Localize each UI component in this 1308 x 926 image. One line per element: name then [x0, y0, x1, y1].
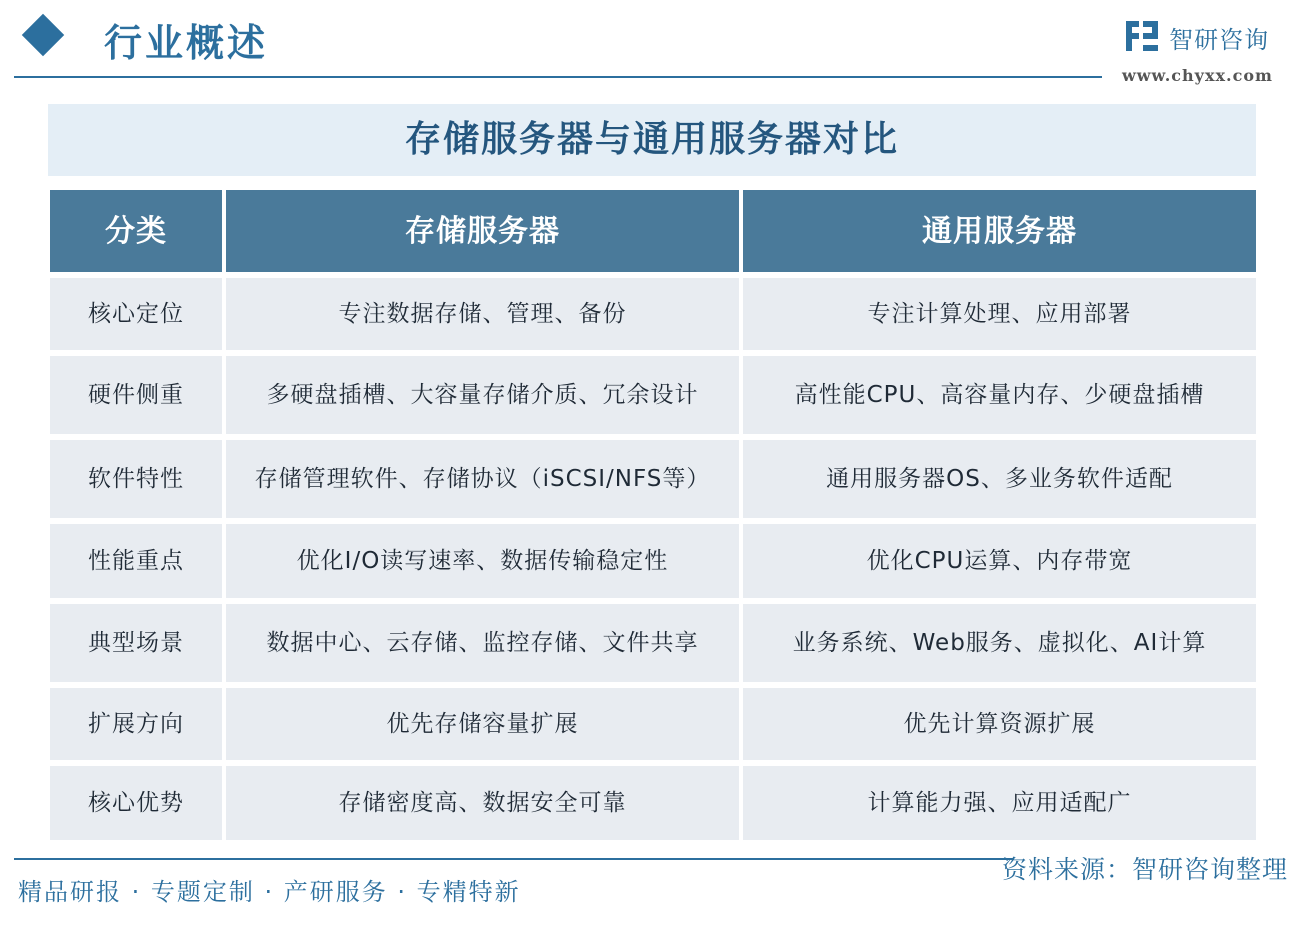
table-row — [50, 688, 1256, 760]
table-row — [50, 524, 1256, 598]
brand-logo-icon — [1126, 21, 1158, 55]
storage-server-cell: 专注数据存储、管理、备份 — [226, 278, 739, 350]
row-label: 性能重点 — [50, 524, 222, 598]
table-row — [50, 356, 1256, 434]
row-label: 硬件侧重 — [50, 356, 222, 434]
general-server-cell: 计算能力强、应用适配广 — [743, 766, 1256, 840]
row-label: 典型场景 — [50, 604, 222, 682]
row-label: 核心优势 — [50, 766, 222, 840]
general-server-cell: 通用服务器OS、多业务软件适配 — [743, 440, 1256, 518]
brand — [1126, 20, 1296, 55]
storage-server-cell: 数据中心、云存储、监控存储、文件共享 — [226, 604, 739, 682]
storage-server-cell: 存储密度高、数据安全可靠 — [226, 766, 739, 840]
table-title: 存储服务器与通用服务器对比 — [404, 119, 899, 160]
column-header-general-server: 通用服务器 — [743, 190, 1256, 272]
general-server-cell: 业务系统、Web服务、虚拟化、AI计算 — [743, 604, 1256, 682]
storage-server-cell: 存储管理软件、存储协议（iSCSI/NFS等） — [226, 440, 739, 518]
header-divider — [14, 76, 1102, 78]
row-label: 扩展方向 — [50, 688, 222, 760]
general-server-cell: 优化CPU运算、内存带宽 — [743, 524, 1256, 598]
table-title-band — [48, 104, 1256, 176]
brand-name: 智研咨询 — [1169, 26, 1270, 54]
table-row — [50, 766, 1256, 840]
data-source: 资料来源：智研咨询整理 — [1001, 855, 1288, 884]
footer-slogan: 精品研报 · 专题定制 · 产研服务 · 专精特新 — [18, 878, 521, 906]
row-label: 核心定位 — [50, 278, 222, 350]
footer-divider — [14, 858, 1014, 860]
row-label: 软件特性 — [50, 440, 222, 518]
section-title: 行业概述 — [104, 21, 269, 65]
table-header-row — [50, 190, 1256, 272]
comparison-table — [50, 190, 1256, 846]
table-row — [50, 278, 1256, 350]
table-row — [50, 440, 1256, 518]
column-header-storage-server: 存储服务器 — [226, 190, 739, 272]
storage-server-cell: 优化I/O读写速率、数据传输稳定性 — [226, 524, 739, 598]
brand-url: www.chyxx.com — [1122, 66, 1273, 85]
table-row — [50, 604, 1256, 682]
storage-server-cell: 多硬盘插槽、大容量存储介质、冗余设计 — [226, 356, 739, 434]
storage-server-cell: 优先存储容量扩展 — [226, 688, 739, 760]
general-server-cell: 高性能CPU、高容量内存、少硬盘插槽 — [743, 356, 1256, 434]
general-server-cell: 优先计算资源扩展 — [743, 688, 1256, 760]
column-header-category: 分类 — [50, 190, 222, 272]
diamond-icon — [22, 14, 64, 56]
general-server-cell: 专注计算处理、应用部署 — [743, 278, 1256, 350]
